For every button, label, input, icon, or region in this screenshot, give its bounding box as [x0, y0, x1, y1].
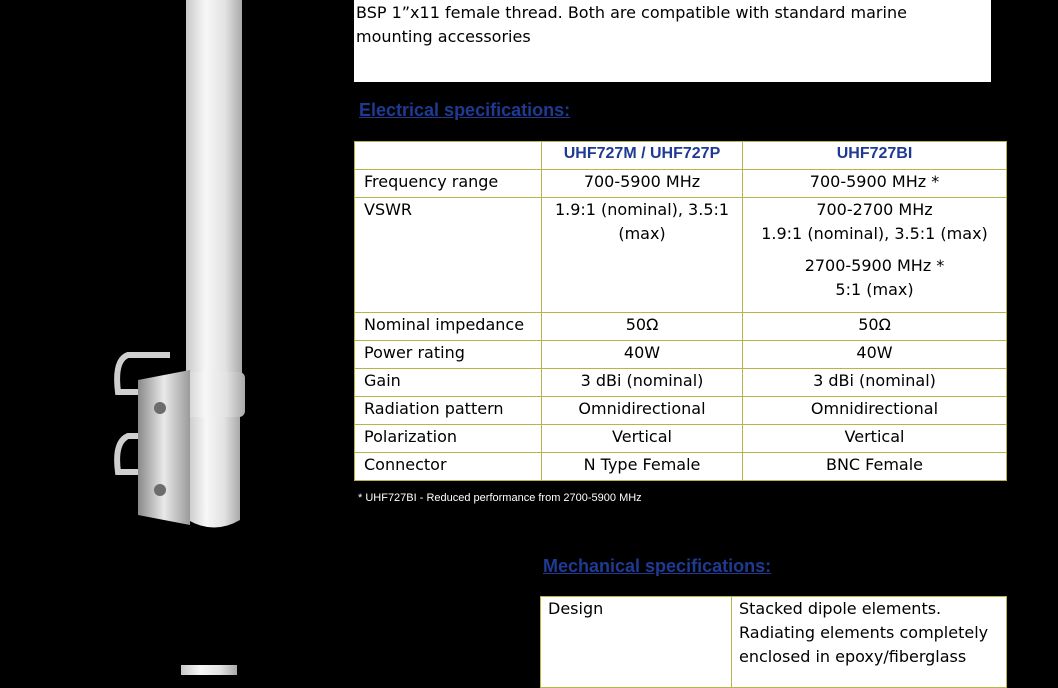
cell-value: Omnidirectional — [542, 397, 743, 425]
electrical-specs-title: Electrical specifications: — [359, 100, 571, 120]
cell-value — [542, 198, 743, 313]
header-uhf727m: UHF727M / UHF727P — [542, 142, 743, 170]
row-label: Power rating — [355, 341, 542, 369]
cell-value: 3 dBi (nominal) — [743, 369, 1007, 397]
vswr-b-line2: 1.9:1 (nominal), 3.5:1 (max) — [761, 224, 988, 243]
row-label: Design — [541, 597, 732, 688]
cell-value: 700-5900 MHz — [542, 170, 743, 198]
cell-value: Omnidirectional — [743, 397, 1007, 425]
mechanical-specs-table — [540, 596, 1007, 688]
table-row — [355, 453, 1007, 481]
row-label: VSWR — [355, 198, 542, 313]
design-line3: enclosed in epoxy/fiberglass — [739, 647, 967, 666]
table-row — [355, 369, 1007, 397]
vswr-b-line4: 5:1 (max) — [835, 280, 914, 299]
header-uhf727bi: UHF727BI — [743, 142, 1007, 170]
row-label: Frequency range — [355, 170, 542, 198]
vswr-a-line1: 1.9:1 (nominal), 3.5:1 — [554, 200, 730, 219]
electrical-specs-table — [354, 141, 1007, 481]
design-line1: Stacked dipole elements. — [739, 599, 942, 618]
table-header-row — [355, 142, 1007, 170]
cell-value: 3 dBi (nominal) — [542, 369, 743, 397]
table-row — [355, 425, 1007, 453]
row-label: Connector — [355, 453, 542, 481]
row-label: Polarization — [355, 425, 542, 453]
table-row — [541, 597, 1007, 688]
cell-value — [732, 597, 1007, 688]
cell-value: BNC Female — [743, 453, 1007, 481]
table-row — [355, 170, 1007, 198]
cell-value: 40W — [542, 341, 743, 369]
electrical-footnote: * UHF727BI - Reduced performance from 2700-5900 MHz — [358, 492, 642, 504]
table-row — [355, 341, 1007, 369]
design-line2: Radiating elements completely — [739, 623, 989, 642]
row-label: Radiation pattern — [355, 397, 542, 425]
mechanical-specs-title: Mechanical specifications: — [543, 556, 772, 576]
cell-value: 40W — [743, 341, 1007, 369]
row-label: Nominal impedance — [355, 313, 542, 341]
cell-value — [743, 198, 1007, 313]
table-row — [355, 198, 1007, 313]
cell-value: 50Ω — [542, 313, 743, 341]
cell-value: Vertical — [542, 425, 743, 453]
cell-value: 700-5900 MHz * — [743, 170, 1007, 198]
vswr-b-line3: 2700-5900 MHz * — [804, 256, 945, 275]
row-label: Gain — [355, 369, 542, 397]
antenna-illustration — [0, 0, 340, 675]
table-row — [355, 397, 1007, 425]
vswr-a-line2: (max) — [618, 224, 666, 243]
header-empty — [355, 142, 542, 170]
intro-paragraph: BSP 1”x11 female thread. Both are compatible with standard marine mounting accessories — [354, 0, 991, 82]
cell-value: 50Ω — [743, 313, 1007, 341]
vswr-b-line1: 700-2700 MHz — [816, 200, 933, 219]
cell-value: Vertical — [743, 425, 1007, 453]
cell-value: N Type Female — [542, 453, 743, 481]
table-row — [355, 313, 1007, 341]
